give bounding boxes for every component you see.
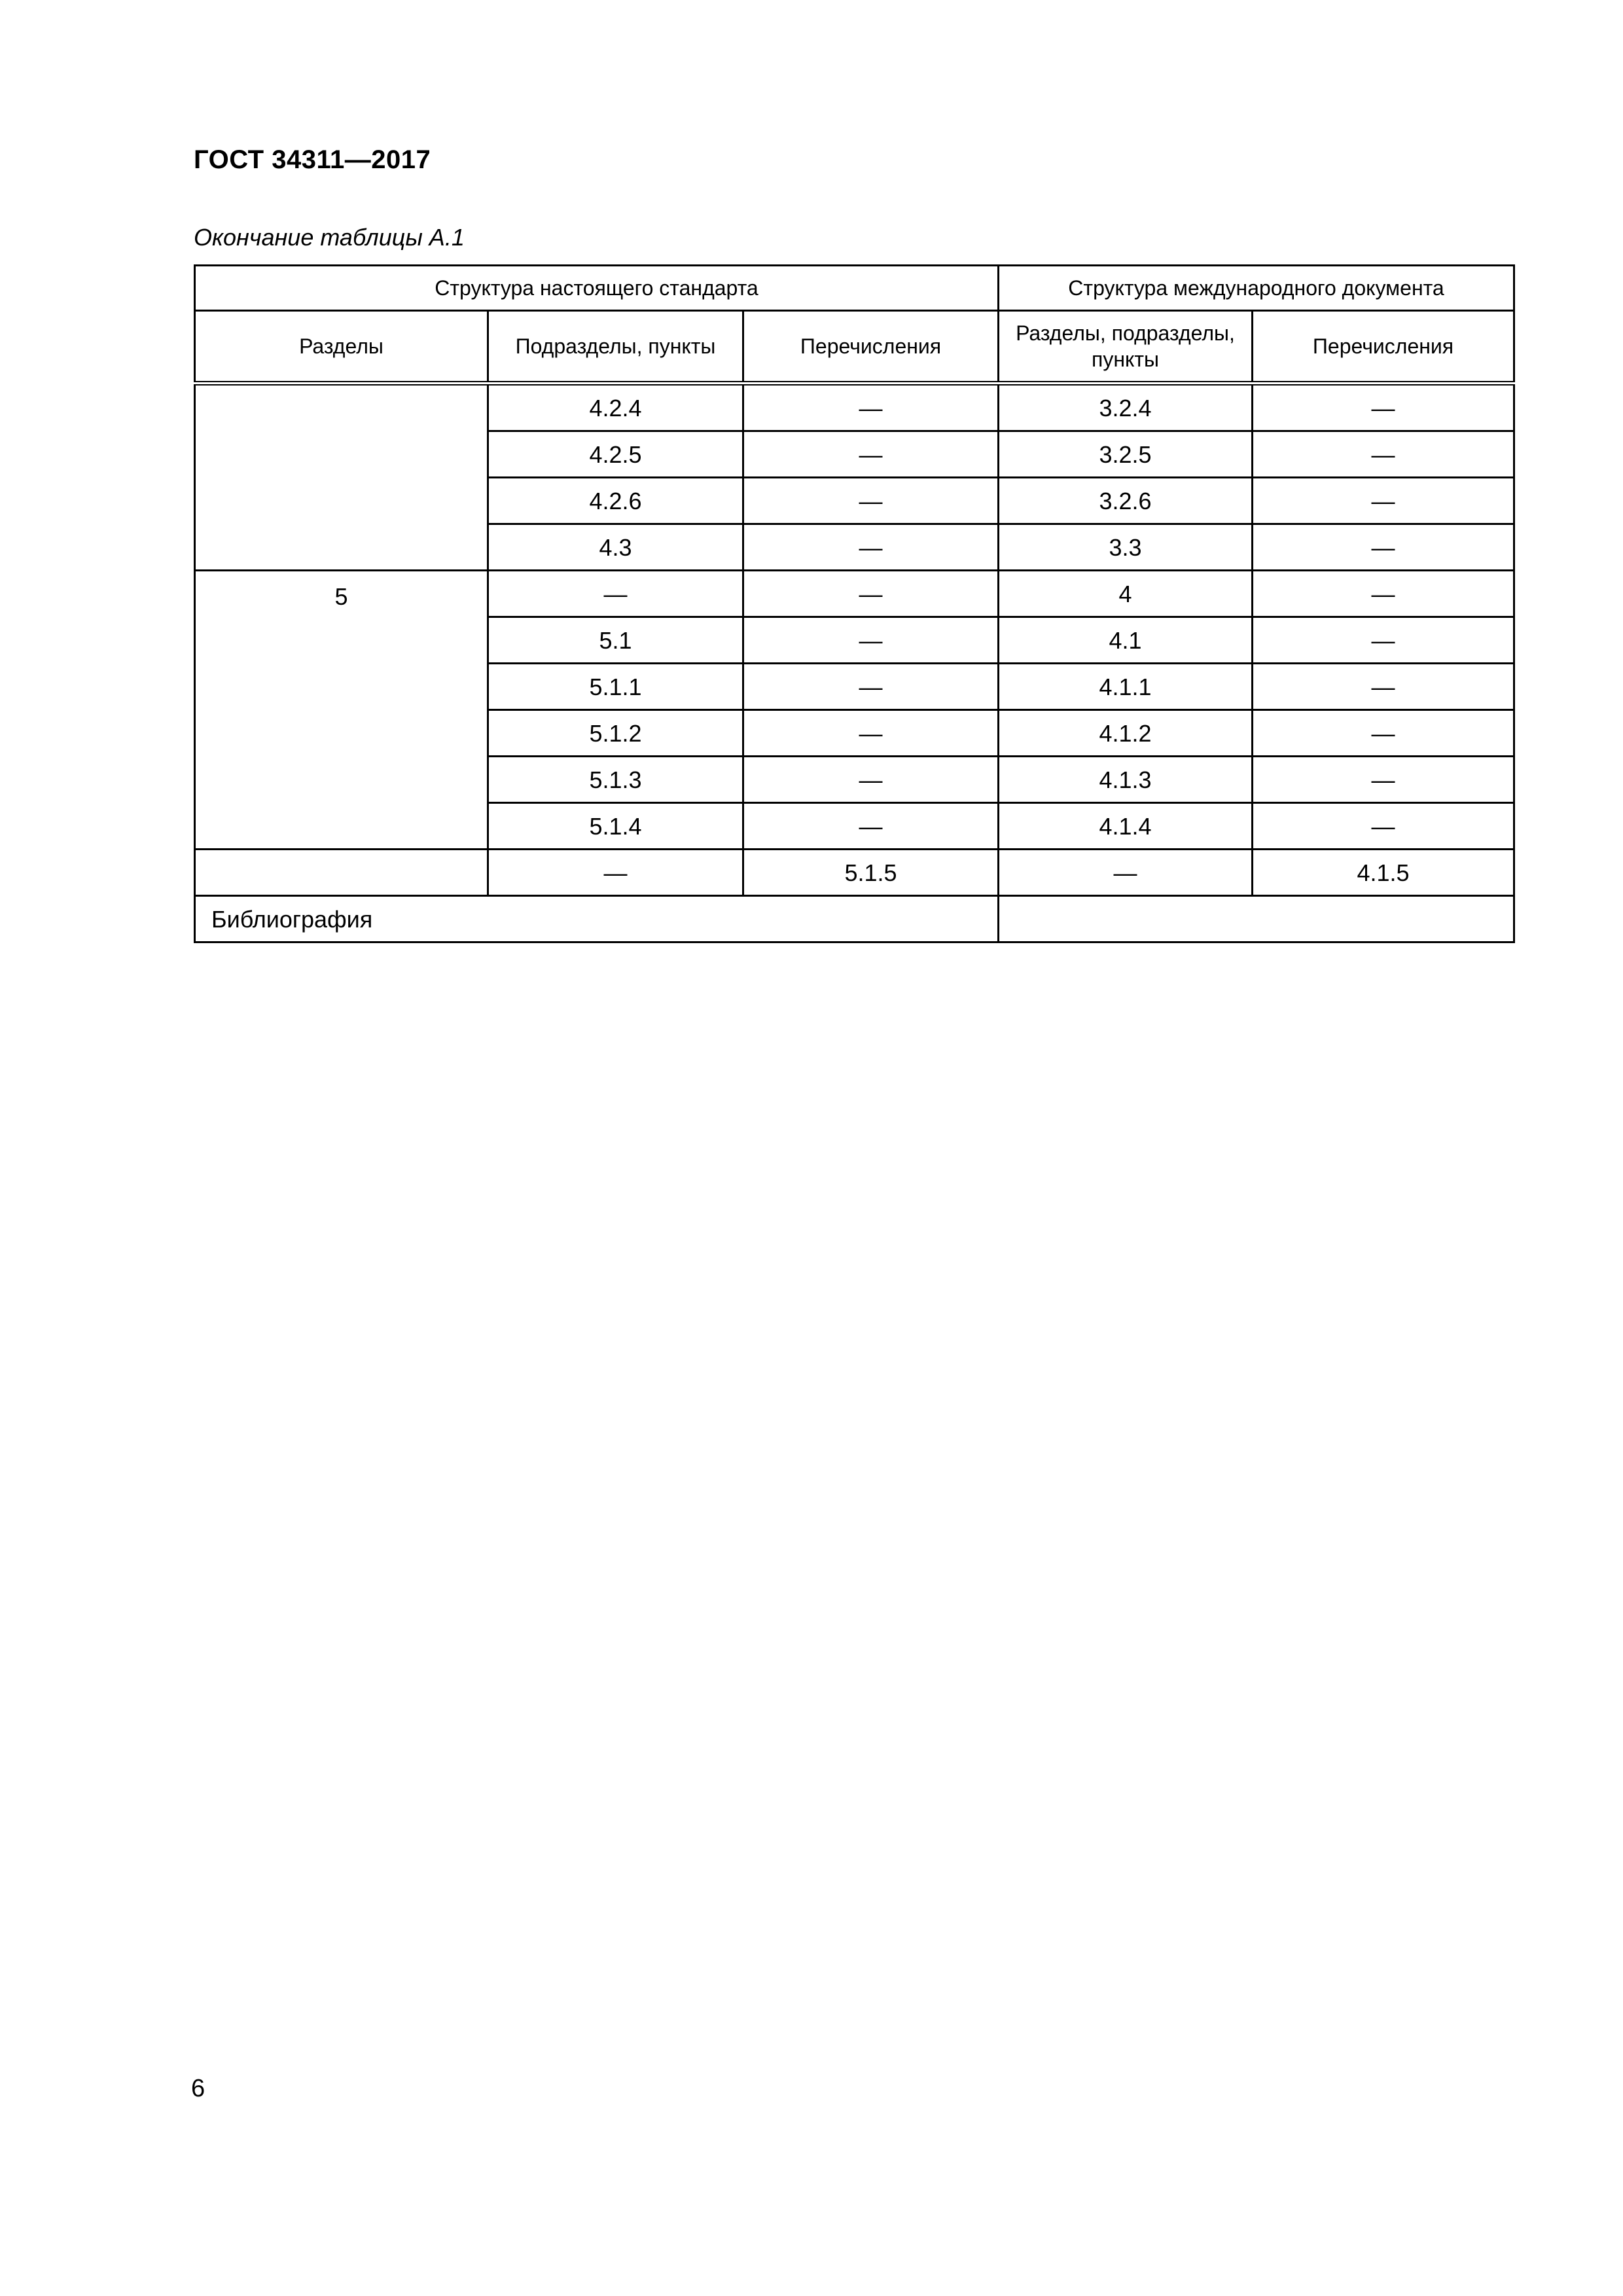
subsection-cell: 4.2.5 (488, 431, 743, 478)
section-cell (195, 384, 488, 571)
intl-enumeration-cell: 4.1.5 (1253, 850, 1514, 896)
table-row (195, 571, 1514, 617)
subsection-cell: 4.2.6 (488, 478, 743, 524)
column-header-sections: Разделы (195, 311, 488, 384)
intl-section-cell: 3.2.4 (999, 384, 1253, 431)
bibliography-row (195, 896, 1514, 942)
subsection-cell: 5.1.2 (488, 710, 743, 757)
subsection-cell: 5.1.1 (488, 664, 743, 710)
column-header-row (195, 311, 1514, 384)
bibliography-intl-cell (999, 896, 1514, 942)
enumeration-cell: — (743, 384, 999, 431)
intl-enumeration-cell: — (1253, 710, 1514, 757)
intl-section-cell: 4.1.1 (999, 664, 1253, 710)
column-header-subsections: Подразделы, пункты (488, 311, 743, 384)
enumeration-cell: — (743, 803, 999, 850)
enumeration-cell: — (743, 524, 999, 571)
subsection-cell: 5.1.4 (488, 803, 743, 850)
intl-section-cell: 4.1 (999, 617, 1253, 664)
intl-enumeration-cell: — (1253, 524, 1514, 571)
enumeration-cell: 5.1.5 (743, 850, 999, 896)
column-header-intl-sections: Разделы, подразделы, пункты (999, 311, 1253, 384)
intl-enumeration-cell: — (1253, 384, 1514, 431)
group-header-this-standard: Структура настоящего стандарта (195, 266, 999, 311)
subsection-cell: 4.2.4 (488, 384, 743, 431)
group-header-row (195, 266, 1514, 311)
subsection-cell: 4.3 (488, 524, 743, 571)
enumeration-cell: — (743, 617, 999, 664)
enumeration-cell: — (743, 431, 999, 478)
subsection-cell: — (488, 571, 743, 617)
intl-section-cell: 3.2.6 (999, 478, 1253, 524)
document-header-title: ГОСТ 34311—2017 (194, 145, 431, 174)
enumeration-cell: — (743, 664, 999, 710)
subsection-cell: 5.1 (488, 617, 743, 664)
column-header-intl-enumerations: Перечисления (1253, 311, 1514, 384)
page-number: 6 (191, 2075, 205, 2102)
intl-enumeration-cell: — (1253, 478, 1514, 524)
intl-enumeration-cell: — (1253, 664, 1514, 710)
table-caption: Окончание таблицы А.1 (194, 224, 465, 251)
intl-enumeration-cell: — (1253, 617, 1514, 664)
subsection-cell: — (488, 850, 743, 896)
section-cell: 5 (195, 571, 488, 850)
section-cell (195, 850, 488, 896)
enumeration-cell: — (743, 571, 999, 617)
table-row (195, 384, 1514, 431)
intl-enumeration-cell: — (1253, 431, 1514, 478)
table-row (195, 850, 1514, 896)
intl-enumeration-cell: — (1253, 803, 1514, 850)
intl-section-cell: — (999, 850, 1253, 896)
intl-section-cell: 3.3 (999, 524, 1253, 571)
group-header-international: Структура международного документа (999, 266, 1514, 311)
enumeration-cell: — (743, 757, 999, 803)
bibliography-label: Библиография (195, 896, 999, 942)
correspondence-table (194, 264, 1515, 943)
column-header-enumerations: Перечисления (743, 311, 999, 384)
intl-enumeration-cell: — (1253, 571, 1514, 617)
intl-section-cell: 4.1.3 (999, 757, 1253, 803)
intl-section-cell: 4 (999, 571, 1253, 617)
enumeration-cell: — (743, 710, 999, 757)
intl-enumeration-cell: — (1253, 757, 1514, 803)
intl-section-cell: 4.1.4 (999, 803, 1253, 850)
intl-section-cell: 4.1.2 (999, 710, 1253, 757)
intl-section-cell: 3.2.5 (999, 431, 1253, 478)
subsection-cell: 5.1.3 (488, 757, 743, 803)
enumeration-cell: — (743, 478, 999, 524)
